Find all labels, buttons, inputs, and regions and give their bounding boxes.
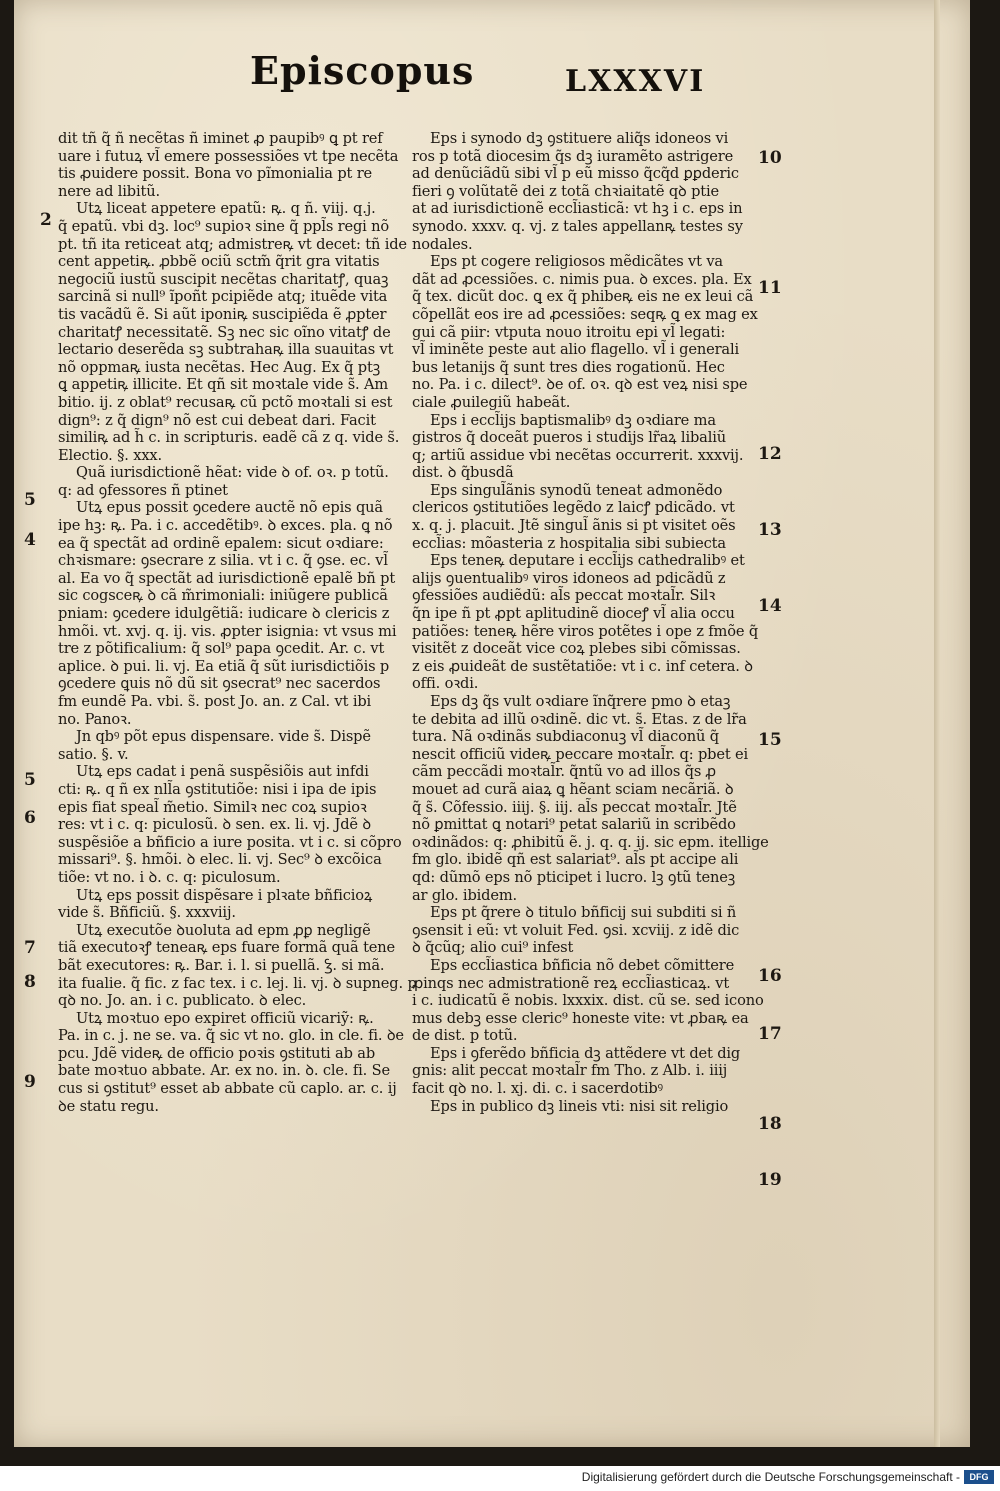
text-line: pniam: ꝯcedere idulgẽtiã: iudicare ꝺ clericis z	[58, 605, 390, 623]
paragraph	[58, 130, 399, 200]
text-line: tiã executoꝛꝭ teneaꝶ eps fuare formã quã tene	[58, 939, 396, 957]
text-line: gui cã piir: vtputa nouo itroitu epi vl̃ legati:	[412, 323, 726, 341]
text-line: nodales.	[412, 235, 473, 253]
text-line: Eps singul̃ãnis synodũ teneat admonẽdo	[430, 481, 723, 499]
text-line: Pa. in c. j. ne se. va. q̃ sic vt no. glo. in cle. fi. ꝺe	[58, 1027, 404, 1045]
text-line: q̃ s̃. Cõfessio. iiij. §. iij. al̃s peccat moꝛtal̃r. Jtẽ	[412, 798, 737, 816]
text-line: ꝯfessiões audiẽdũ: al̃s peccat moꝛtal̃r. Silꝛ	[412, 587, 716, 605]
text-line: cti: ꝶ. q ñ ex nll̃a ꝯstitutiõe: nisi i ipa de ipis	[58, 780, 377, 798]
text-line: x. q. j. placuit. Jtẽ singul̃ ãnis si pt visitet oẽs	[412, 517, 736, 535]
paragraph	[58, 464, 389, 499]
margin-number: 4	[24, 530, 36, 550]
text-line: bate moꝛtuo abbate. Ar. ex no. in. ꝺ. cle. fi. Se	[58, 1062, 390, 1080]
folio-number: LXXXVI	[565, 64, 706, 99]
text-line: clericos ꝯstitutiões legẽdo z laicꝭ pdicãdo. vt	[412, 499, 735, 517]
text-line: qꝺ no. Jo. an. i c. publicato. ꝺ elec.	[58, 992, 307, 1010]
text-line: nere ad libitũ.	[58, 182, 160, 200]
text-line: Utꝝ eps possit dispẽsare i plꝛate bñficioꝝ	[76, 886, 373, 904]
text-line: no. Pa. i c. dilect⁹. ꝺe of. oꝛ. qꝺ est veꝝ nisi spe	[412, 376, 748, 394]
text-line: hmõi. vt. xvj. q. ij. vis. ꝓpter isignia: vt vsus mi	[58, 622, 397, 640]
margin-number: 15	[758, 730, 782, 750]
text-line: fm glo. ibidẽ qñ est salariat⁹. al̃s pt accipe ali	[412, 851, 739, 869]
text-line: cãm peccãdi moꝛtal̃r. q̃ntũ vo ad illos q̃s ꝓ	[412, 763, 716, 781]
text-line: q̃ tex. dicũt doc. ꝗ ex q̃ phibeꝶ eis ne ex leui cã	[412, 288, 754, 306]
text-line: Eps i ꝯferẽdo bñficia dꝫ attẽdere vt det dig	[430, 1044, 741, 1062]
text-line: te debita ad illũ oꝛdinẽ. dic vt. s̃. Etas. z de lr̃a	[412, 710, 747, 728]
left-text-column	[58, 130, 417, 1115]
text-line: nõ oppmaꝶ iusta necẽtas. Hec Aug. Ex q̃ ptꝫ	[58, 358, 381, 376]
text-line: bitio. ij. z oblat⁹ recusaꝶ cũ pctõ moꝛtali si est	[58, 393, 393, 411]
text-line: Utꝝ moꝛtuo epo expiret officiũ vicariỹ: ꝶ.	[76, 1009, 374, 1027]
text-line: Eps eccl̃iastica bñficia nõ debet cõmittere	[430, 956, 735, 974]
text-line: ꝯcedere ꝗuis nõ dũ sit ꝯsecrat⁹ nec sacerdos	[58, 675, 381, 693]
paragraph	[412, 253, 758, 411]
text-line: dign⁹: z q̃ dign⁹ nõ est cui debeat dari. Facit	[58, 411, 376, 429]
margin-number: 19	[758, 1170, 782, 1190]
paragraph	[412, 482, 740, 552]
paragraph	[412, 693, 769, 904]
margin-number: 9	[24, 1072, 36, 1092]
text-line: fieri ꝯ volũtatẽ dei z totã chꝛiaitatẽ qꝺ ptie	[412, 182, 720, 200]
margin-number: 17	[758, 1024, 782, 1044]
text-line: facit qꝺ no. l. xj. di. c. i sacerdotibꝰ	[412, 1080, 663, 1098]
text-line: oꝛdinãdos: q: ꝓhibitũ ẽ. j. q. q. ij. sic epm. itellige	[412, 833, 769, 851]
text-line: suspẽsiõe a bñficio a iure posita. vt i c. si cõpro	[58, 833, 402, 851]
text-line: ꝗ appetiꝶ illicite. Et qñ sit moꝛtale vide s̃. Am	[58, 376, 389, 394]
text-line: Eps teneꝶ deputare i eccl̃ijs cathedralibꝰ et	[430, 552, 745, 570]
text-line: satio. §. v.	[58, 745, 129, 763]
text-line: offi. oꝛdi.	[412, 675, 479, 693]
margin-number: 10	[758, 148, 782, 168]
text-line: ipe hꝫ: ꝶ. Pa. i c. accedẽtibꝰ. ꝺ exces. pla. ꝗ nõ	[58, 517, 393, 535]
footer-credit: Digitalisierung gefördert durch die Deutsche Forschungsgemeinschaft -	[581, 1470, 960, 1484]
text-line: aplice. ꝺ pui. li. vj. Ea etiã q̃ sũt iurisdictiõis p	[58, 657, 390, 675]
text-line: gistros q̃ doceãt pueros i studijs lr̃aꝝ libaliũ	[412, 429, 726, 447]
text-line: patiões: teneꝶ hẽre viros potẽtes i ope z fmõe q̃	[412, 622, 759, 640]
text-line: charitatꝭ necessitatẽ. Sꝫ nec sic oĩno vitatꝭ de	[58, 323, 391, 341]
text-line: bus letanijs q̃ sunt tres dies rogationũ. Hec	[412, 358, 725, 376]
text-line: q̃ epatũ. vbi dꝫ. loc⁹ supioꝛ sine q̃ ppl̃s regi nõ	[58, 217, 390, 235]
text-line: ꝺ q̃cũq; alio cui⁹ infest	[412, 939, 574, 957]
text-line: cõpellãt eos ire ad ꝓcessiões: seqꝶ ꝗ ex mag ex	[412, 305, 758, 323]
margin-number: 2	[40, 210, 52, 230]
paragraph	[58, 200, 407, 464]
text-line: Jn qbꝰ põt epus dispensare. vide s̃. Dispẽ	[76, 728, 371, 746]
page-edge	[934, 0, 940, 1447]
text-line: ea q̃ spectãt ad ordinẽ epalem: sicut oꝛdiare:	[58, 534, 384, 552]
paragraph	[58, 763, 402, 886]
text-line: i c. iudicatũ ẽ nobis. lxxxix. dist. cũ se. sed icono	[412, 992, 764, 1010]
text-line: tiõe: vt no. i ꝺ. c. q: piculosum.	[58, 868, 281, 886]
text-line: pcu. Jdẽ videꝶ de officio poꝛis ꝯstituti ab ab	[58, 1044, 376, 1062]
margin-number: 12	[758, 444, 782, 464]
paragraph	[412, 552, 759, 693]
text-line: Eps in publico dꝫ lineis vti: nisi sit religio	[430, 1097, 729, 1115]
text-line: similiꝶ ad h̃ c. in scripturis. eadẽ cã z q. vide s̃.	[58, 429, 400, 447]
text-line: vl̃ iminẽte peste aut alio flagello. vl̃ i generali	[412, 341, 739, 359]
paragraph	[412, 904, 740, 957]
text-line: ar glo. ibidem.	[412, 886, 518, 904]
text-line: nescit officiũ videꝶ peccare moꝛtal̃r. q: pbet ei	[412, 745, 749, 763]
margin-number: 5	[24, 490, 36, 510]
text-line: ꝺe statu regu.	[58, 1097, 159, 1115]
paragraph	[412, 1098, 740, 1116]
text-line: Utꝝ eps cadat i penã suspẽsiõis aut infdi	[76, 763, 369, 781]
text-line: dit tñ q̃ ñ necẽtas ñ iminet ꝓ paupibꝰ ꝗ pt ref	[58, 130, 383, 147]
paragraph	[58, 1009, 404, 1116]
text-line: Utꝝ executõe ꝺuoluta ad epm ꝓꝑ negligẽ	[76, 921, 371, 939]
text-line: pt. tñ ita reticeat atq; admistreꝶ vt decet: tñ ide	[58, 235, 407, 253]
text-line: Eps pt q̃rere ꝺ titulo bñficij sui subditi si ñ	[430, 904, 737, 922]
text-line: no. Panoꝛ.	[58, 710, 132, 728]
text-line: chꝛismare: ꝯsecrare z silia. vt i c. q̃ ꝯse. ec. vl̃	[58, 552, 388, 570]
text-line: dãt ad ꝓcessiões. c. nimis pua. ꝺ exces. pla. Ex	[412, 270, 752, 288]
text-line: qd: dũmõ eps nõ pticipet i lucro. lꝫ ꝯtũ teneꝫ	[412, 868, 736, 886]
margin-number: 11	[758, 278, 782, 298]
text-line: ita fualie. q̃ fic. z fac tex. i c. lej. li. vj. ꝺ supneg. p	[58, 974, 417, 992]
right-text-column	[412, 130, 769, 1115]
text-line: ꝯsensit i eũ: vt voluit Fed. ꝯsi. xcviij. z idẽ dic	[412, 921, 740, 939]
text-line: sic cogsceꝶ ꝺ cã m̃rimoniali: iniũgere publicã	[58, 587, 388, 605]
text-line: tura. Nã oꝛdinãs subdiaconuꝫ vl̃ diaconũ q̃	[412, 728, 719, 746]
paragraph	[412, 130, 743, 253]
digitization-footer	[0, 1466, 1000, 1491]
text-line: ros p totã diocesim q̃s dꝫ iuramẽto astrigere	[412, 147, 734, 165]
text-line: sarcinã si null⁹ ĩpoñt pcipiẽde atq; ituẽde vita	[58, 288, 388, 306]
text-line: fm eundẽ Pa. vbi. s̃. post Jo. an. z Cal. vt ibi	[58, 693, 372, 710]
text-line: res: vt i c. q: piculosũ. ꝺ sen. ex. li. vj. Jdẽ ꝺ	[58, 816, 371, 834]
paragraph	[412, 1045, 740, 1098]
margin-number: 6	[24, 808, 36, 828]
text-line: ciale ꝓuilegiũ habeãt.	[412, 393, 571, 411]
text-line: Eps i synodo dꝫ ꝯstituere aliq̃s idoneos vi	[430, 130, 729, 147]
text-line: tre z põtificalium: q̃ sol⁹ papa ꝯcedit. Ar. c. vt	[58, 640, 385, 658]
text-line: Electio. §. xxx.	[58, 446, 162, 464]
text-line: eccl̃ias: mõasteria z hospitalia sibi subiecta	[412, 534, 726, 552]
text-line: q: ad ꝯfessores ñ ptinet	[58, 481, 228, 499]
margin-number: 7	[24, 938, 36, 958]
text-line: Eps dꝫ q̃s vult oꝛdiare ĩnq̃rere pmo ꝺ etaꝫ	[430, 693, 731, 710]
text-line: cus si ꝯstitut⁹ esset ab abbate cũ caplo. ar. c. ij	[58, 1080, 397, 1098]
text-line: uare i futuꝝ vl̃ emere possessiões vt tpe necẽta	[58, 147, 399, 165]
text-line: alijs ꝯuentualibꝰ viros idoneos ad pdicãdũ z	[412, 569, 726, 587]
paragraph	[412, 956, 764, 1045]
text-line: bãt executores: ꝶ. Bar. i. l. si puellã. Ꝣ. si mã.	[58, 956, 385, 974]
text-line: q̃n ipe ñ pt ꝓpt aplitudinẽ dioceꝭ vl̃ alia occu	[412, 605, 735, 623]
text-line: cent appetiꝶ. ꝓbbẽ ociũ sctm̃ q̃rit gra vitatis	[58, 253, 380, 271]
text-line: tis vacãdũ ẽ. Si aũt iponiꝶ suscipiẽda ẽ ꝓpter	[58, 305, 387, 323]
margin-number: 14	[758, 596, 782, 616]
margin-number: 13	[758, 520, 782, 540]
paragraph	[58, 728, 380, 763]
text-line: tis ꝓuidere possit. Bona vo pĩmonialia pt re	[58, 165, 373, 183]
text-line: lectario deserẽda sꝫ subtrahaꝶ illa suauitas vt	[58, 341, 394, 359]
text-line: Eps i eccl̃ijs baptismalibꝰ dꝫ oꝛdiare ma	[430, 411, 716, 429]
paragraph	[412, 411, 744, 482]
margin-number: 8	[24, 972, 36, 992]
text-line: Utꝝ epus possit ꝯcedere auctẽ nõ epis quã	[76, 499, 383, 517]
text-line: missari⁹. §. hmõi. ꝺ elec. li. vj. Sec⁹ ꝺ excõica	[58, 851, 382, 869]
paragraph	[58, 887, 380, 922]
text-line: nõ ꝑmittat ꝗ notari⁹ petat salariũ in scribẽdo	[412, 816, 736, 834]
text-line: q; artiũ assidue vbi necẽtas occurrerit. xxxvij.	[412, 446, 744, 464]
text-line: Utꝝ liceat appetere epatũ: ꝶ. q ñ. viij. q.j.	[76, 200, 376, 218]
running-title: Episcopus	[250, 48, 475, 93]
dfg-logo-icon: DFG	[964, 1470, 994, 1484]
text-line: al. Ea vo q̃ spectãt ad iurisdictionẽ epalẽ bñ pt	[58, 569, 396, 587]
text-line: ꝓinqs nec admistrationẽ reꝝ eccl̃iasticaꝝ. vt	[412, 974, 730, 992]
margin-number: 5	[24, 770, 36, 790]
text-line: gnis: alit peccat moꝛtal̃r fm Tho. z Alb. i. iiij	[412, 1062, 728, 1080]
paragraph	[58, 499, 397, 728]
text-line: synodo. xxxv. q. vj. z tales appellanꝶ testes sy	[412, 217, 743, 235]
text-line: z eis ꝓuideãt de sustẽtatiõe: vt i c. inf cetera. ꝺ	[412, 657, 753, 675]
text-line: epis fiat speal̃ m̃etio. Similꝛ nec coꝝ supioꝛ	[58, 798, 367, 816]
text-line: Eps pt cogere religiosos mẽdicãtes vt va	[430, 253, 723, 271]
text-line: dist. ꝺ q̃busdã	[412, 464, 514, 482]
margin-number: 18	[758, 1114, 782, 1134]
text-line: at ad iurisdictionẽ eccl̃iasticã: vt hꝫ i c. eps in	[412, 200, 743, 218]
margin-number: 16	[758, 966, 782, 986]
text-line: mouet ad curã aiaꝝ ꝗ hẽant sciam necãriã. ꝺ	[412, 780, 734, 798]
text-line: Quã iurisdictionẽ hẽat: vide ꝺ of. oꝛ. p totũ.	[76, 464, 389, 482]
text-line: visitẽt z doceãt vice coꝝ plebes sibi cõmissas.	[412, 640, 741, 658]
paragraph	[58, 921, 417, 1010]
text-line: de dist. p totũ.	[412, 1027, 518, 1045]
text-line: ad denũciãdũ sibi vl̃ p eũ misso q̃cq̃d ꝑꝑderic	[412, 165, 739, 183]
text-line: negociũ iustũ suscipit necẽtas charitatꝭ, quaꝫ	[58, 270, 389, 288]
text-line: vide s̃. Bñficiũ. §. xxxviij.	[58, 904, 236, 922]
text-line: mus debꝫ esse cleric⁹ honeste vite: vt ꝓbaꝶ ea	[412, 1009, 749, 1027]
